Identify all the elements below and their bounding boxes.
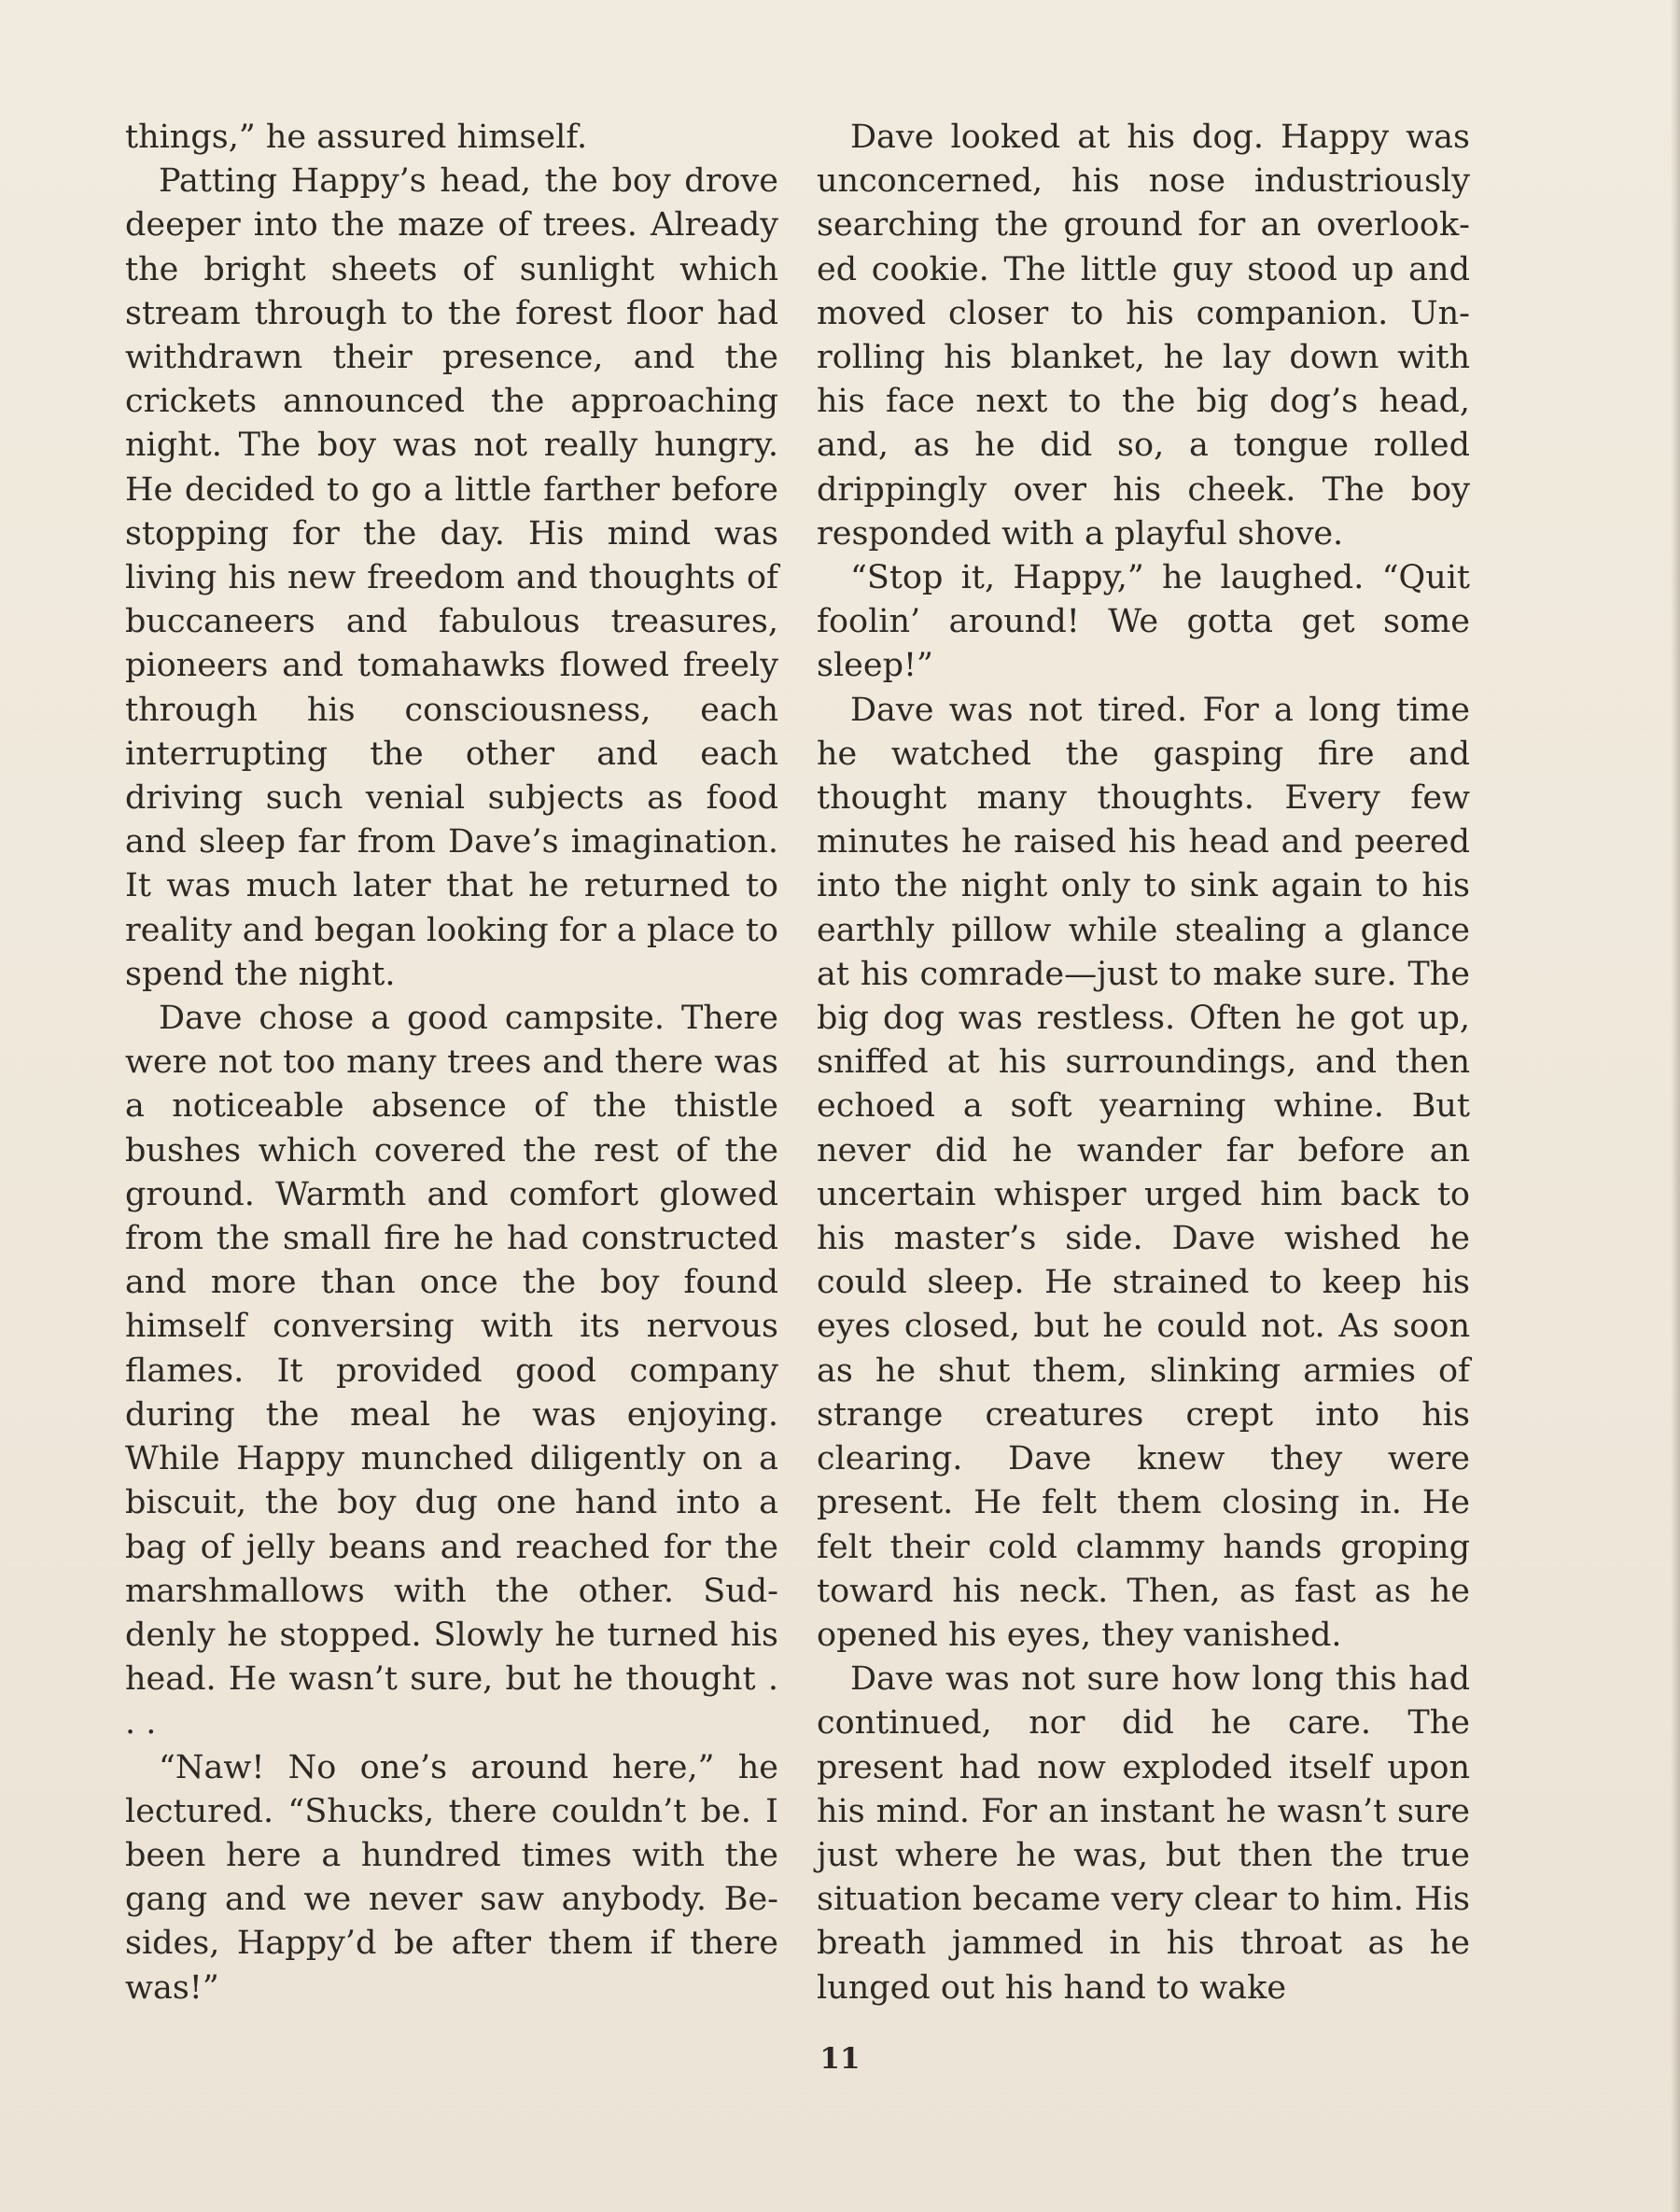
paragraph-right-2: “Stop it, Happy,” he laughed. “Quit foolin’ around! We gotta get some sleep!” xyxy=(817,559,1470,685)
paragraph-right-4: Dave was not sure how long this had continued, nor did he care. The present had now exploded itself upon his mind. For an instant he wasn’t sure just where he was, but then the true situation became very clear to him. His breath jammed in his throat as he lunged out his hand to wake xyxy=(817,1660,1470,2007)
paragraph-left-2: Patting Happy’s head, the boy drove deeper into the maze of trees. Already the bright sheets of sunlight which stream through to the forest floor had withdrawn their presence, and the crickets announced the approaching night. The boy was not really hungry. He decided to go a little farther before stopping for the day. His mind was living his new freedom and thoughts of buccaneers and fabulous treasures, pioneers and tomahawks flowed freely through his consciousness, each interrupting the other and each driving such venial subjects as food and sleep far from Dave’s imagination. It was much later that he returned to reality and began looking for a place to spend the night. xyxy=(125,162,778,993)
paragraph-right-3: Dave was not tired. For a long time he watched the gasping fire and thought many thoughts. Every few minutes he raised his head and peered into the night only to sink again to his earthly pillow while stealing a glance at his comrade—just to make sure. The big dog was restless. Often he got up, sniffed at his surroundings, and then echoed a soft yearning whine. But never did he wander far before an uncertain whisper urged him back to his master’s side. Dave wished he could sleep. He strained to keep his eyes closed, but he could not. As soon as he shut them, slinking armies of strange creatures crept into his clearing. Dave knew they were present. He felt them closing in. He felt their cold clammy hands groping toward his neck. Then, as fast as he opened his eyes, they vanished. xyxy=(817,691,1470,1654)
left-text-column xyxy=(125,116,778,2010)
paragraph-left-3: Dave chose a good campsite. There were not too many trees and there was a noticeable absence of the thistle bushes which covered the rest of the ground. Warmth and comfort glowed from the small fire he had constructed and more than once the boy found himself conversing with its nervous flames. It provided good company during the meal he was enjoying. While Happy munched diligently on a biscuit, the boy dug one hand into a bag of jelly beans and reached for the marshmallows with the other. Suddenly he stopped. Slowly he turned his head. He wasn’t sure, but he thought . . . xyxy=(125,1000,778,1743)
right-text-column xyxy=(817,116,1470,2010)
paragraph-right-1: Dave looked at his dog. Happy was unconcerned, his nose industriously searching the ground for an overlooked cookie. The little guy stood up and moved closer to his companion. Unrolling his blanket, he lay down with his face next to the big dog’s head, and, as he did so, a tongue rolled drippingly over his cheek. The boy responded with a playful shove. xyxy=(817,119,1470,553)
page-edge-shadow xyxy=(1671,0,1680,2212)
paragraph-left-4: “Naw! No one’s around here,” he lectured. “Shucks, there couldn’t be. I been here a hundred times with the gang and we never saw anybody. Besides, Happy’d be after them if there was!” xyxy=(125,1748,778,2007)
paragraph-left-1: things,” he assured himself. xyxy=(125,119,588,156)
page-number: 11 xyxy=(819,2042,861,2076)
